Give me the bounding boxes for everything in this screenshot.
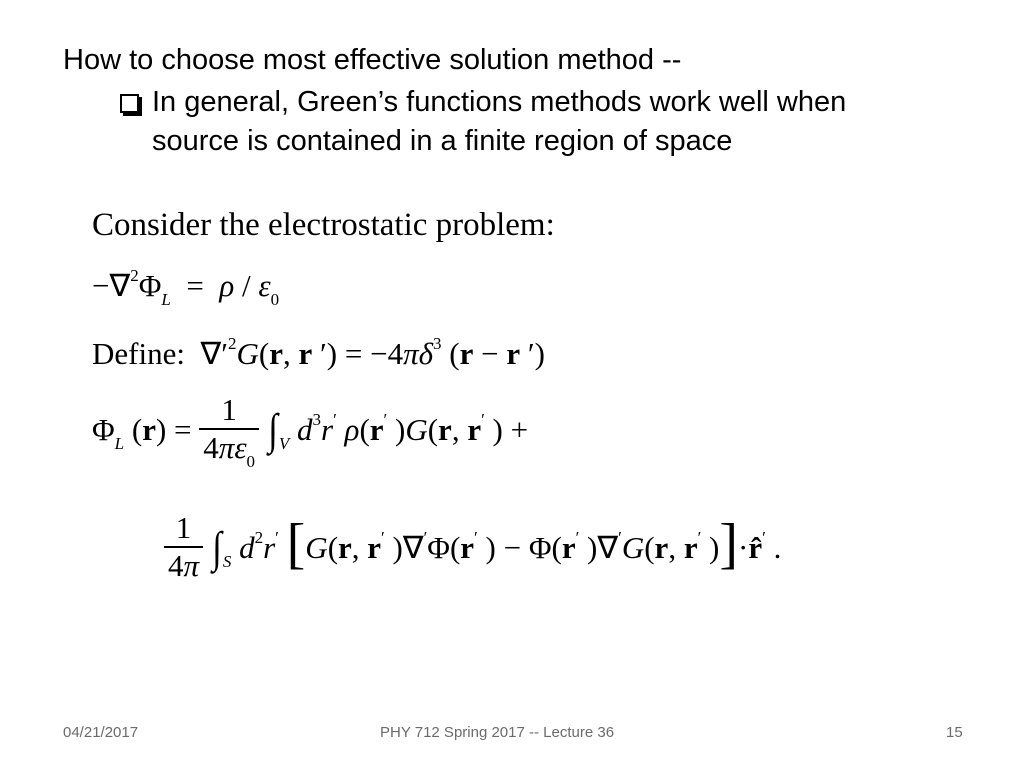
consider-text: Consider the electrostatic problem: (92, 207, 555, 243)
footer-page-number: 15 (946, 724, 963, 741)
define-label: Define: (92, 336, 185, 371)
bullet-text-line2: source is contained in a finite region of space (152, 125, 733, 157)
bullet-text-line1: In general, Green’s functions methods work well when (152, 86, 847, 118)
green-function-definition: Define: $\nabla'^2G(r$, r ′) = $-4\pi\delta^3$ (r − r ′) (92, 334, 545, 371)
checkbox-bullet-icon (120, 94, 139, 113)
potential-surface-term: $\frac{1}{4\pi}$ $\int_S$ $d^2r'$ [G(r, r′ )∇′Φ(r′ ) − Φ(r′ )∇′G(r, r′ )]·r̂′ . (164, 508, 781, 588)
footer-title: PHY 712 Spring 2017 -- Lecture 36 (380, 724, 615, 741)
slide-heading: How to choose most effective solution method -- (63, 44, 682, 76)
potential-volume-term: $\Phi_L$ (r) = $\frac{1}{4\pi\varepsilon_0}$ $\int_V$ $d^3r'$ ρ(r′ )G(r, r′ ) + (92, 392, 529, 471)
footer-date: 04/21/2017 (63, 724, 139, 741)
poisson-equation: $-\nabla^2\Phi_L = \rho / \varepsilon_0$ (92, 266, 280, 309)
